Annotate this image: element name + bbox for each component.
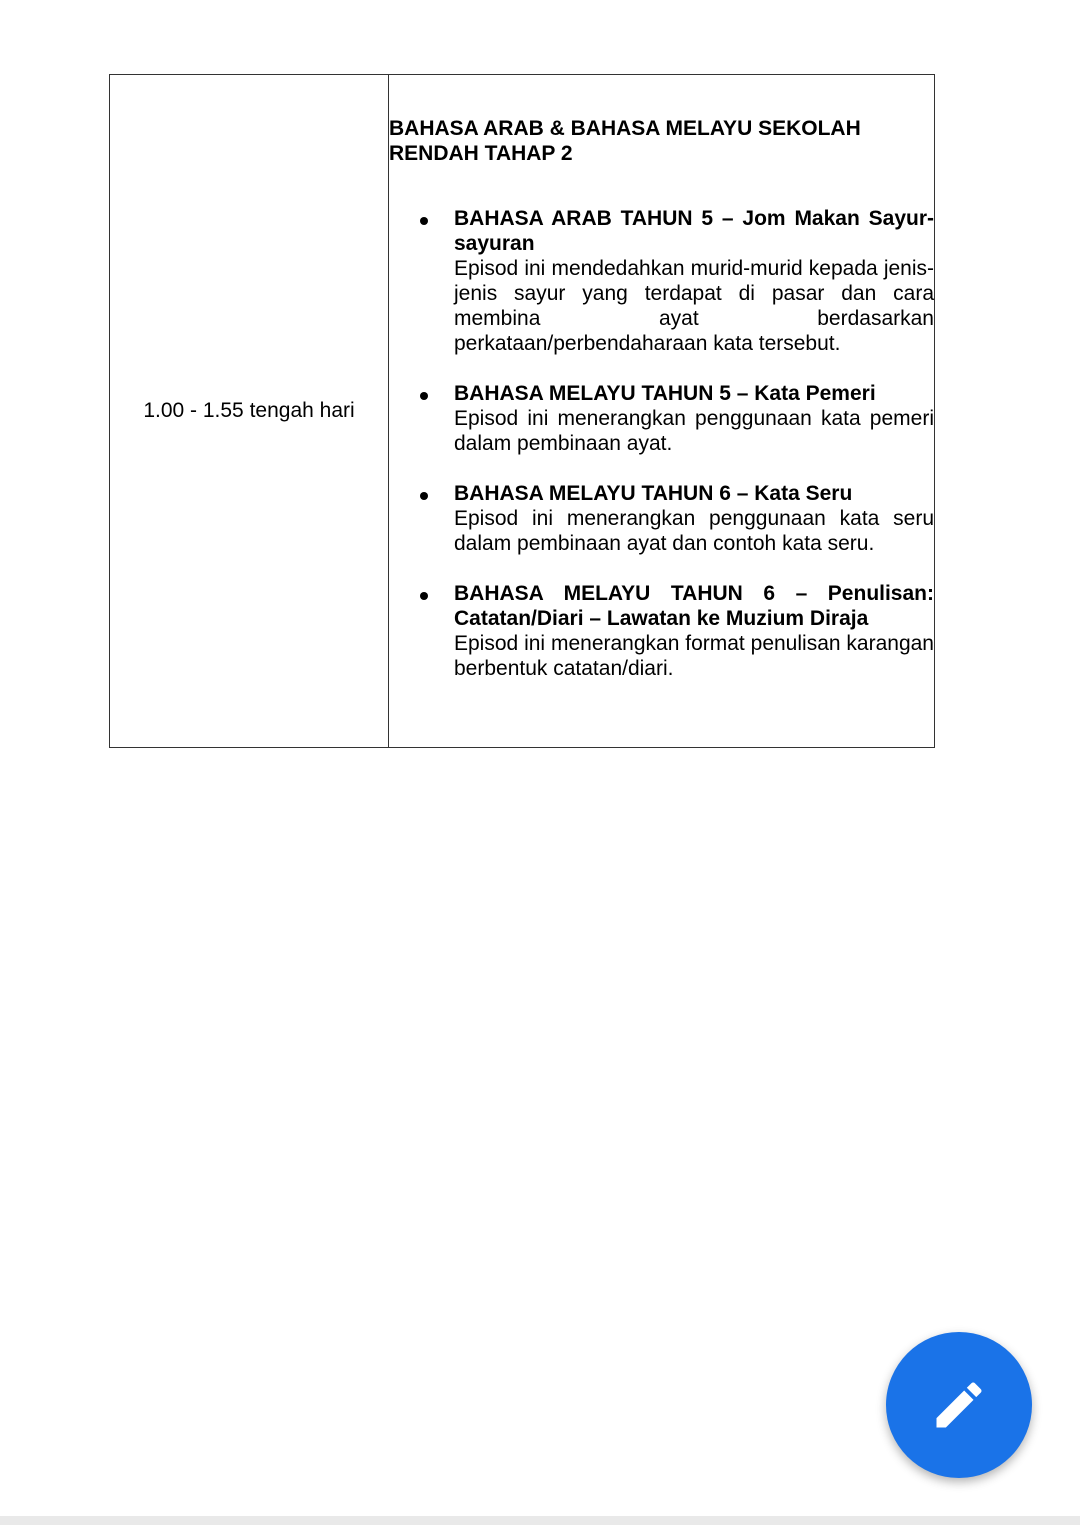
edit-button[interactable] — [886, 1332, 1032, 1478]
bottom-divider — [0, 1516, 1080, 1525]
table-row — [110, 75, 935, 748]
list-item — [389, 581, 934, 681]
schedule-table — [109, 74, 935, 748]
time-cell: 1.00 - 1.55 tengah hari — [110, 75, 389, 748]
episode-title: BAHASA MELAYU TAHUN 5 – Kata Pemeri — [454, 382, 876, 405]
episode-title: BAHASA ARAB TAHUN 5 – Jom Makan Sayur-sayuran — [454, 207, 934, 255]
content-cell — [389, 75, 935, 748]
bullet-icon — [420, 592, 428, 600]
bullet-icon — [420, 492, 428, 500]
pencil-edit-icon — [929, 1375, 989, 1435]
episode-description: Episod ini menerangkan penggunaan kata pemeri dalam pembinaan ayat. — [454, 407, 934, 455]
bullet-icon — [420, 217, 428, 225]
bullet-icon — [420, 392, 428, 400]
episode-description: Episod ini menerangkan penggunaan kata seru dalam pembinaan ayat dan contoh kata seru. — [454, 507, 934, 555]
episode-description: Episod ini mendedahkan murid-murid kepada jenis-jenis sayur yang terdapat di pasar dan cara membina ayat berdasarkan perkataan/perbendaharaan kata tersebut. — [454, 257, 934, 355]
episode-title: BAHASA MELAYU TAHUN 6 – Penulisan: Catatan/Diari – Lawatan ke Muzium Diraja — [454, 582, 934, 630]
episode-title: BAHASA MELAYU TAHUN 6 – Kata Seru — [454, 482, 853, 505]
list-item — [389, 206, 934, 356]
list-item — [389, 381, 934, 456]
episode-list — [389, 206, 934, 681]
section-title: BAHASA ARAB & BAHASA MELAYU SEKOLAH RENDAH TAHAP 2 — [389, 117, 861, 165]
list-item — [389, 481, 934, 556]
episode-description: Episod ini menerangkan format penulisan karangan berbentuk catatan/diari. — [454, 632, 934, 680]
